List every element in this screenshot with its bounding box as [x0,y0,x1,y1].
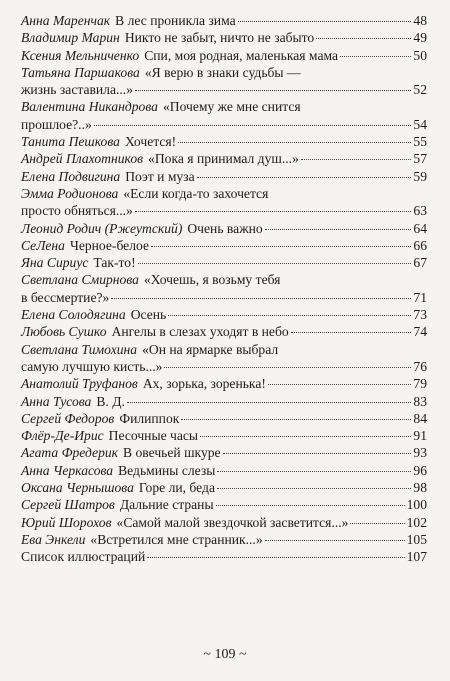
toc-page-number: 107 [406,549,427,565]
toc-title: В лес проникла зима [115,13,236,28]
toc-entry [21,323,427,340]
dot-leader [217,471,411,472]
toc-title: Так-то! [93,255,136,271]
toc-entry-line [21,98,427,115]
dot-leader [197,177,412,178]
toc-entry-line [21,29,427,46]
toc-title: Черное-белое [69,237,149,253]
toc-entry [21,306,427,323]
dot-leader [94,125,412,126]
toc-entry-line [21,323,427,340]
toc-entry-line [21,12,427,29]
toc-title: Хочется! [124,134,177,150]
toc-page-number: 66 [413,237,427,253]
dot-leader [265,540,405,541]
toc-page-number: 67 [413,255,427,271]
toc-author: Леонид Родич (Ржеутский) [21,220,183,236]
toc-author: Елена Подвигина [21,168,121,184]
toc-author: Светлана Смирнова [21,272,139,288]
toc-entry-line [21,496,427,513]
toc-author: Андрей Плахотников [21,151,144,167]
toc-title: Ведьмины слезы [118,462,216,478]
toc-entry-line [21,462,427,479]
toc-entry-line [21,341,427,358]
dot-leader [301,159,412,160]
toc-author: Валентина Никандрова [21,99,158,115]
toc-page-number: 83 [413,393,427,409]
toc-page-number: 73 [413,307,427,323]
toc-author: Яна Сириус [21,255,89,271]
toc-entry [21,168,427,185]
toc-page-number: 76 [413,358,427,374]
dot-leader [135,211,412,212]
toc-entry-line [21,271,427,288]
dot-leader [164,367,411,368]
toc-title: «Пока я принимал душ...» [148,151,299,167]
toc-title: Список иллюстраций [21,549,146,565]
dot-leader [238,21,412,22]
toc-page-number: 57 [413,151,427,167]
toc-entry-line [21,531,427,548]
toc-entry-line [21,479,427,496]
toc-entry [21,444,427,461]
toc-entry [21,185,427,220]
dot-leader [316,38,411,39]
toc-entry [21,479,427,496]
toc-entry-line [21,358,427,375]
dot-leader [265,229,412,230]
dot-leader [223,453,412,454]
toc-page-number: 49 [413,30,427,46]
toc-title: Филиппок [119,410,180,426]
toc-title: Поэт и муза [125,168,195,184]
toc-entry-line [21,306,427,323]
toc-author: Анна Маренчак [21,13,111,28]
toc-page-number: 98 [413,480,427,496]
toc-page-number: 63 [413,203,427,219]
toc-entry-line [21,47,427,64]
toc-entry-line [21,220,427,237]
toc-title: Очень важно [187,220,263,236]
toc-title: Ангелы в слезах уходят в небо [111,324,289,340]
toc-entry [21,531,427,548]
toc-title: «Почему же мне снится [162,99,301,115]
dot-leader [111,298,411,299]
toc-page-number: 102 [406,514,427,530]
toc-page-number: 55 [413,134,427,150]
toc-title: Дальние страны [119,497,214,513]
table-of-contents [21,12,427,566]
dot-leader [268,384,412,385]
toc-title: жизнь заставила...» [21,82,133,98]
toc-entry-line [21,289,427,306]
toc-entry [21,64,427,99]
toc-author: Елена Солодягина [21,307,126,323]
toc-page-number: 93 [413,445,427,461]
toc-title: Никто не забыт, ничто не забыто [124,30,315,46]
toc-page-number: 79 [413,376,427,392]
toc-entry [21,393,427,410]
toc-author: Ксения Мельниченко [21,47,140,63]
toc-entry-line [21,237,427,254]
toc-entry-line [21,168,427,185]
toc-author: Сергей Шатров [21,497,115,513]
toc-author: Юрий Шорохов [21,514,112,530]
dot-leader [135,90,411,91]
page-number: ~ 109 ~ [203,647,247,662]
toc-entry [21,220,427,237]
toc-title: «Он на ярмарке выбрал [142,341,279,357]
dot-leader [216,505,405,506]
toc-entry [21,133,427,150]
toc-entry-line [21,444,427,461]
toc-entry-line [21,116,427,133]
toc-page-number: 48 [413,13,427,28]
toc-entry-line [21,133,427,150]
toc-author: Флёр-Де-Ирис [21,428,104,444]
toc-page-number: 52 [413,82,427,98]
toc-author: Татьяна Паршакова [21,64,140,80]
toc-entry-line [21,64,427,81]
toc-title: В. Д. [96,393,125,409]
toc-entry-line [21,150,427,167]
dot-leader [147,557,404,558]
toc-title: самую лучшую кисть...» [21,358,163,374]
toc-page-number: 71 [413,289,427,305]
toc-title: Осень [130,307,167,323]
toc-entry [21,410,427,427]
toc-entry-line [21,410,427,427]
dot-leader [181,419,411,420]
toc-author: Ева Энкели [21,531,86,547]
toc-entry-line [21,202,427,219]
dot-leader [151,246,411,247]
toc-page-number: 91 [413,428,427,444]
toc-page-number: 54 [413,116,427,132]
toc-page-number: 50 [413,47,427,63]
toc-entry [21,237,427,254]
toc-page-number: 59 [413,168,427,184]
toc-author: Анна Черкасова [21,462,114,478]
toc-entry-line [21,393,427,410]
toc-author: Агата Фредерик [21,445,119,461]
toc-page-number: 74 [413,324,427,340]
toc-page-number: 100 [406,497,427,513]
toc-entry-line [21,427,427,444]
toc-title: Песочные часы [108,428,199,444]
toc-entry-line [21,185,427,202]
toc-entry-line [21,375,427,392]
toc-entry [21,12,427,29]
toc-entry [21,514,427,531]
toc-page-number: 96 [413,462,427,478]
toc-title: «Если когда-то захочется [123,185,269,201]
toc-title: В овечьей шкуре [123,445,221,461]
toc-author: Эмма Родионова [21,185,119,201]
toc-entry [21,150,427,167]
toc-entry [21,98,427,133]
toc-entry-line [21,548,427,565]
toc-author: Любовь Сушко [21,324,107,340]
dot-leader [178,142,411,143]
toc-title: в бессмертие?» [21,289,110,305]
toc-title: Горе ли, беда [138,480,215,496]
toc-title: «Хочешь, я возьму тебя [143,272,281,288]
toc-entry [21,548,427,565]
toc-author: СеЛена [21,237,65,253]
dot-leader [340,56,411,57]
toc-title: прошлое?..» [21,116,92,132]
toc-author: Оксана Чернышова [21,480,134,496]
toc-author: Светлана Тимохина [21,341,138,357]
dot-leader [127,402,412,403]
toc-author: Владимир Марин [21,30,120,46]
toc-page-number: 105 [406,531,427,547]
dot-leader [168,315,411,316]
toc-title: «Встретился мне странник...» [90,531,263,547]
toc-title: «Самой малой звездочкой засветится...» [116,514,349,530]
toc-entry [21,462,427,479]
toc-title: Спи, моя родная, маленькая мама [144,47,339,63]
dot-leader [138,263,412,264]
toc-entry [21,427,427,444]
toc-entry-line [21,254,427,271]
toc-page-number: 84 [413,410,427,426]
toc-author: Танита Пешкова [21,134,120,150]
dot-leader [217,488,411,489]
toc-entry [21,47,427,64]
toc-entry-line [21,81,427,98]
dot-leader [291,332,412,333]
toc-entry [21,341,427,376]
toc-entry-line [21,514,427,531]
toc-title: просто обняться...» [21,203,133,219]
toc-title: Ах, зорька, зоренька! [142,376,266,392]
toc-entry [21,29,427,46]
toc-page-number: 64 [413,220,427,236]
dot-leader [200,436,411,437]
toc-author: Анна Тусова [21,393,92,409]
toc-entry [21,496,427,513]
toc-entry [21,254,427,271]
dot-leader [350,523,404,524]
toc-entry [21,271,427,306]
toc-author: Анатолий Труфанов [21,376,138,392]
toc-entry [21,375,427,392]
toc-title: «Я верю в знаки судьбы — [144,64,301,80]
toc-author: Сергей Федоров [21,410,115,426]
